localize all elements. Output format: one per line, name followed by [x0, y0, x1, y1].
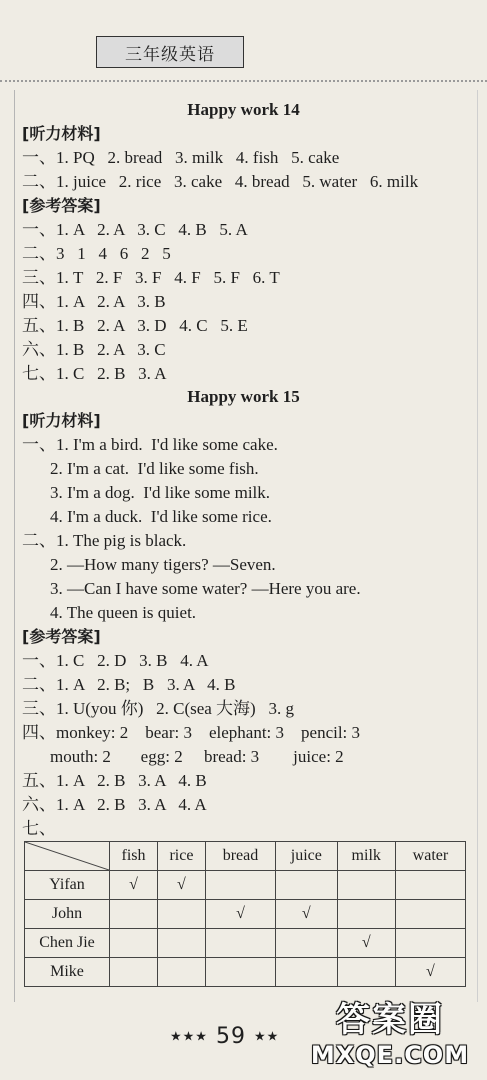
book-title: 三年级英语 [125, 44, 215, 65]
listening-line: 3. I'm a dog. I'd like some milk. [50, 483, 271, 502]
check-cell: √ [157, 871, 205, 900]
check-cell [157, 900, 205, 929]
check-cell: √ [395, 958, 465, 987]
watermark-cn: 答案圈 [336, 1000, 444, 1040]
table-header-row [25, 842, 466, 871]
check-cell [205, 958, 275, 987]
section-title-hw14: Happy work 14 [187, 100, 300, 119]
row-label: Mike [25, 958, 110, 987]
check-cell [395, 900, 465, 929]
answer-table [24, 841, 466, 987]
answer-line: 五、1. A 2. B 3. A 4. B [22, 771, 207, 790]
table-row [25, 871, 466, 900]
page-footer [170, 1024, 279, 1049]
check-cell [276, 958, 338, 987]
check-cell [276, 871, 338, 900]
answers-label-hw15: [参考答案] [22, 627, 101, 646]
book-title-box [96, 36, 244, 68]
listening-label-hw15: [听力材料] [22, 411, 101, 430]
watermark-logo [300, 1000, 480, 1078]
section-title-hw15: Happy work 15 [187, 387, 300, 406]
check-cell [110, 958, 158, 987]
check-cell: √ [276, 900, 338, 929]
check-cell [157, 929, 205, 958]
star-icon: ★★ [253, 1029, 280, 1045]
listening-line: 4. I'm a duck. I'd like some rice. [50, 507, 272, 526]
check-cell: √ [110, 871, 158, 900]
check-cell [395, 871, 465, 900]
listening-line: 二、1. juice 2. rice 3. cake 4. bread 5. water 6. milk [22, 172, 419, 191]
column-header: bread [205, 842, 275, 871]
column-header: juice [276, 842, 338, 871]
check-cell: √ [205, 900, 275, 929]
table-row [25, 900, 466, 929]
answer-line: mouth: 2 egg: 2 bread: 3 juice: 2 [50, 747, 344, 766]
listening-line: 2. —How many tigers? —Seven. [50, 555, 276, 574]
check-cell: √ [337, 929, 395, 958]
answer-line: 三、1. T 2. F 3. F 4. F 5. F 6. T [22, 268, 280, 287]
column-header: water [395, 842, 465, 871]
answer-line: 四、1. A 2. A 3. B [22, 292, 166, 311]
column-header: fish [110, 842, 158, 871]
answer-line: 六、1. B 2. A 3. C [22, 340, 166, 359]
row-label: Yifan [25, 871, 110, 900]
answer-line: 一、1. C 2. D 3. B 4. A [22, 651, 209, 670]
check-cell [395, 929, 465, 958]
check-cell [337, 900, 395, 929]
listening-line: 4. The queen is quiet. [50, 603, 197, 622]
diagonal-line [25, 842, 109, 870]
row-label: John [25, 900, 110, 929]
table-corner-cell [25, 842, 110, 871]
listening-line: 一、1. PQ 2. bread 3. milk 4. fish 5. cake [22, 148, 340, 167]
check-cell [205, 871, 275, 900]
check-cell [110, 929, 158, 958]
check-cell [337, 958, 395, 987]
column-header: milk [337, 842, 395, 871]
listening-label-hw14: [听力材料] [22, 124, 101, 143]
check-cell [337, 871, 395, 900]
answer-line: 一、1. A 2. A 3. C 4. B 5. A [22, 220, 248, 239]
check-cell [205, 929, 275, 958]
check-cell [276, 929, 338, 958]
answers-label-hw14: [参考答案] [22, 196, 101, 215]
answer-line: 二、3 1 4 6 2 5 [22, 244, 171, 263]
answer-line: 七、1. C 2. B 3. A [22, 364, 167, 383]
answer-line: 七、 [22, 819, 56, 838]
answer-line: 四、monkey: 2 bear: 3 elephant: 3 pencil: 3 [22, 723, 361, 742]
listening-line: 3. —Can I have some water? —Here you are. [50, 579, 361, 598]
star-icon: ★★★ [170, 1029, 208, 1045]
answer-line: 三、1. U(you 你) 2. C(sea 大海) 3. g [22, 699, 294, 718]
answer-line: 五、1. B 2. A 3. D 4. C 5. E [22, 316, 248, 335]
table-row [25, 958, 466, 987]
check-cell [157, 958, 205, 987]
check-cell [110, 900, 158, 929]
table-row [25, 929, 466, 958]
dotted-divider [0, 80, 487, 82]
answer-line: 六、1. A 2. B 3. A 4. A [22, 795, 207, 814]
page-number: 59 [215, 1024, 246, 1049]
listening-line: 二、1. The pig is black. [22, 531, 187, 550]
row-label: Chen Jie [25, 929, 110, 958]
watermark-en: MXQE.COM [310, 1041, 470, 1069]
listening-line: 一、1. I'm a bird. I'd like some cake. [22, 435, 278, 454]
answer-line: 二、1. A 2. B; B 3. A 4. B [22, 675, 236, 694]
column-header: rice [157, 842, 205, 871]
listening-line: 2. I'm a cat. I'd like some fish. [50, 459, 259, 478]
